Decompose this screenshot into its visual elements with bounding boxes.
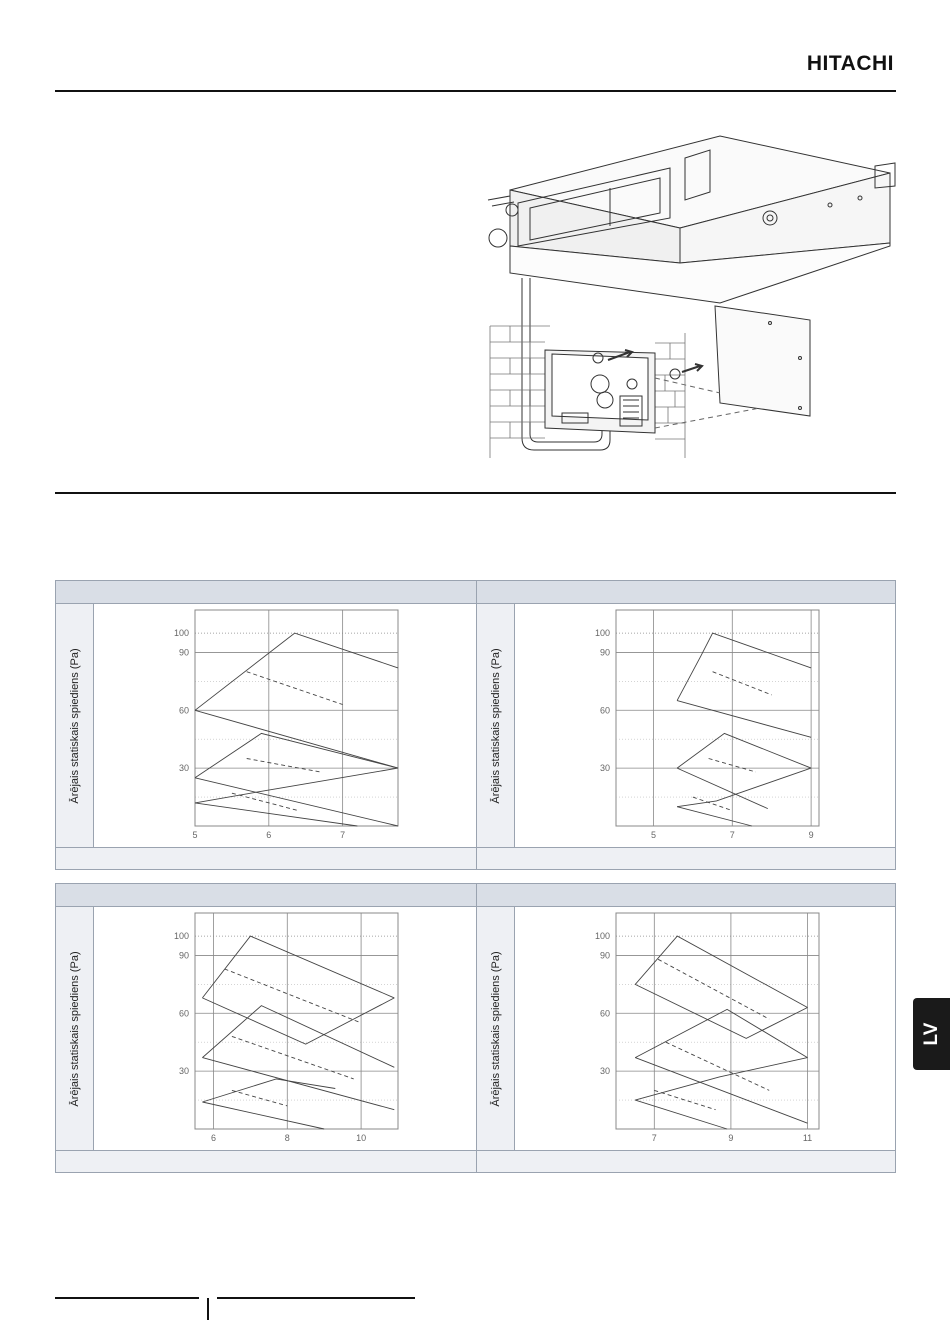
indoor-unit-illustration bbox=[470, 128, 910, 468]
chart-panel-footer bbox=[56, 847, 476, 869]
x-tick-label: 9 bbox=[727, 1133, 733, 1143]
chart-area bbox=[94, 907, 476, 1150]
x-tick-label: 9 bbox=[808, 830, 814, 840]
hitachi-logo: HITACHI bbox=[806, 52, 894, 75]
x-tick-label: 6 bbox=[210, 1133, 216, 1143]
chart-panel-footer bbox=[477, 1150, 896, 1172]
y-tick-label: 60 bbox=[599, 1008, 610, 1019]
chart-panel-4 bbox=[476, 884, 896, 1172]
chart-row-1 bbox=[55, 580, 896, 870]
footer-rule-right bbox=[217, 1297, 415, 1299]
chart-panel-header bbox=[56, 581, 476, 604]
x-tick-label: 11 bbox=[802, 1133, 812, 1143]
plot-frame bbox=[195, 913, 398, 1129]
y-axis-label: Ārējais statiskais spiediens (Pa) bbox=[69, 647, 81, 804]
x-tick-label: 5 bbox=[650, 830, 656, 840]
chart-area bbox=[94, 604, 476, 847]
chart-4-svg bbox=[515, 907, 897, 1152]
section-rule bbox=[55, 492, 896, 494]
chart-panel-2 bbox=[476, 581, 896, 869]
x-tick-label: 5 bbox=[192, 830, 198, 840]
y-tick-label: 100 bbox=[594, 931, 610, 942]
chart-panel-header bbox=[477, 581, 896, 604]
y-tick-label: 90 bbox=[599, 950, 610, 961]
chart-panel-3 bbox=[56, 884, 476, 1172]
y-tick-label: 60 bbox=[178, 705, 189, 716]
x-tick-label: 7 bbox=[340, 830, 346, 840]
chart-row-2 bbox=[55, 883, 896, 1173]
chart-panel-footer bbox=[56, 1150, 476, 1172]
y-tick-label: 90 bbox=[178, 647, 189, 658]
chart-2-svg bbox=[515, 604, 897, 849]
y-tick-label: 60 bbox=[599, 705, 610, 716]
y-tick-label: 30 bbox=[178, 763, 189, 774]
chart-panel-1 bbox=[56, 581, 476, 869]
y-tick-label: 100 bbox=[173, 931, 189, 942]
x-tick-label: 7 bbox=[729, 830, 735, 840]
chart-panel-header bbox=[56, 884, 476, 907]
y-axis-label: Ārējais statiskais spiediens (Pa) bbox=[489, 647, 502, 804]
chart-1-svg bbox=[94, 604, 476, 849]
plot-frame bbox=[616, 610, 819, 826]
language-tab bbox=[913, 998, 950, 1070]
x-tick-label: 7 bbox=[651, 1133, 657, 1143]
chart-3-svg bbox=[94, 907, 476, 1152]
chart-panel-header bbox=[477, 884, 896, 907]
header-rule bbox=[55, 90, 896, 92]
chart-panel-footer bbox=[477, 847, 896, 869]
chart-area bbox=[515, 907, 896, 1150]
y-tick-label: 100 bbox=[173, 628, 189, 639]
plot-frame bbox=[195, 610, 398, 826]
y-tick-label: 90 bbox=[599, 647, 610, 658]
language-tab-label: LV bbox=[920, 1022, 942, 1046]
y-tick-label: 30 bbox=[178, 1066, 189, 1077]
y-tick-label: 60 bbox=[178, 1008, 189, 1019]
y-axis-label: Ārējais statiskais spiediens (Pa) bbox=[69, 950, 81, 1107]
x-tick-label: 8 bbox=[284, 1133, 290, 1143]
y-tick-label: 30 bbox=[599, 763, 610, 774]
y-tick-label: 90 bbox=[178, 950, 189, 961]
x-tick-label: 6 bbox=[266, 830, 272, 840]
y-tick-label: 100 bbox=[594, 628, 610, 639]
x-tick-label: 10 bbox=[356, 1133, 367, 1143]
footer-rule-left bbox=[55, 1297, 199, 1299]
y-axis-label: Ārējais statiskais spiediens (Pa) bbox=[489, 950, 502, 1107]
y-tick-label: 30 bbox=[599, 1066, 610, 1077]
chart-area bbox=[515, 604, 896, 847]
footer-divider bbox=[207, 1298, 209, 1320]
